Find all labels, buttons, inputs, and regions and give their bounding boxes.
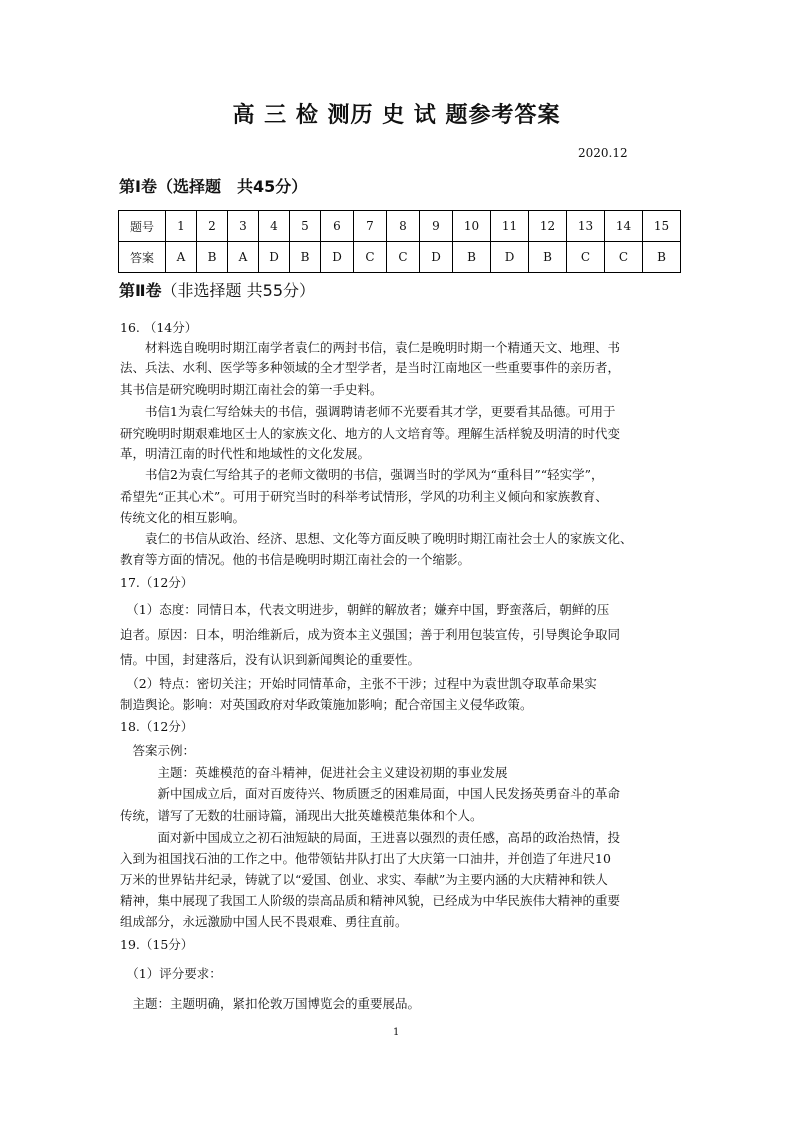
answer-cell: D: [491, 242, 529, 273]
text-line: 制造舆论。影响：对英国政府对华政策施加影响；配合帝国主义侵华政策。: [120, 697, 533, 712]
text-line: 19.（15分）: [120, 937, 194, 952]
question-number-cell: 11: [491, 211, 529, 242]
text-line: 18.（12分）: [120, 719, 194, 734]
text-line: 书信2为袁仁写给其子的老师文徵明的书信，强调当时的学风为“重科目”“轻实学”，: [120, 467, 604, 482]
question-number-cell: 10: [453, 211, 491, 242]
question-number-cell: 14: [605, 211, 643, 242]
text-line: 教育等方面的情况。他的书信是晚明时期江南社会的一个缩影。: [120, 552, 471, 567]
text-line: 迫者。原因：日本，明治维新后，成为资本主义强国；善于利用包装宣传，引导舆论争取同: [120, 627, 621, 642]
answer-cell: D: [321, 242, 354, 273]
text-line: 组成部分，永远激励中国人民不畏艰难、勇往直前。: [120, 914, 408, 929]
answer-table-number-row: [119, 211, 681, 242]
text-line: 法、兵法、水利、医学等多种领域的全才型学者，是当时江南地区一些重要事件的亲历者，: [120, 360, 621, 375]
text-line: 其书信是研究晚明时期江南社会的第一手史料。: [120, 382, 383, 397]
text-line: 希望先“正其心术”。可用于研究当时的科举考试情形，学风的功利主义倾向和家族教育、: [120, 489, 608, 504]
answer-cell: B: [529, 242, 567, 273]
question-number-cell: 6: [321, 211, 354, 242]
answer-cell: A: [228, 242, 259, 273]
page-number: 1: [393, 1027, 400, 1038]
text-line: 传统，谱写了无数的壮丽诗篇，涌现出大批英雄模范集体和个人。: [120, 808, 483, 823]
section2-heading: [119, 278, 315, 301]
text-line: 精神，集中展现了我国工人阶级的崇高品质和精神风貌，已经成为中华民族伟大精神的重要: [120, 893, 621, 908]
text-line: 材料选自晚明时期江南学者袁仁的两封书信，袁仁是晚明时期一个精通天文、地理、书: [120, 340, 621, 355]
text-line: 情。中国，封建落后，没有认识到新闻舆论的重要性。: [120, 652, 421, 667]
text-line: 主题：主题明确，紧扣伦敦万国博览会的重要展品。: [120, 996, 421, 1011]
text-line: （1）态度：同情日本，代表文明进步，朝鲜的解放者；嫌弃中国，野蛮落后，朝鲜的压: [120, 602, 610, 617]
question-number-cell: 7: [354, 211, 387, 242]
text-line: 万米的世界钻井纪录，铸就了以“爱国、创业、求实、奉献”为主要内涵的大庆精神和铁人: [120, 872, 608, 887]
date-label: 2020.12: [578, 146, 628, 160]
answer-cell: B: [290, 242, 321, 273]
answer-cell: D: [259, 242, 290, 273]
text-line: 传统文化的相互影响。: [120, 510, 246, 525]
answer-cell: A: [166, 242, 197, 273]
question-number-cell: 8: [387, 211, 420, 242]
text-line: 书信1为袁仁写给妹夫的书信，强调聘请老师不光要看其才学，更要看其品德。可用于: [120, 404, 616, 419]
question-number-cell: 9: [420, 211, 453, 242]
text-line: 研究晚明时期艰难地区士人的家族文化、地方的人文培育等。理解生活样貌及明清的时代变: [120, 426, 621, 441]
answer-cell: C: [387, 242, 420, 273]
question-number-cell: 12: [529, 211, 567, 242]
section2-heading-bold: 第Ⅱ卷: [119, 281, 162, 300]
question-number-cell: 1: [166, 211, 197, 242]
text-line: 新中国成立后，面对百废待兴、物质匮乏的困难局面，中国人民发扬英勇奋斗的革命: [120, 786, 621, 801]
text-line: 面对新中国成立之初石油短缺的局面，王进喜以强烈的责任感，高昂的政治热情，投: [120, 830, 621, 845]
question-number-cell: 3: [228, 211, 259, 242]
text-line: 17.（12分）: [120, 575, 194, 590]
question-number-cell: 5: [290, 211, 321, 242]
text-line: 16. （14分）: [120, 320, 198, 335]
text-line: 入到为祖国找石油的工作之中。他带领钻井队打出了大庆第一口油井，并创造了年进尺10: [120, 851, 611, 866]
table-header-cell: 题号: [119, 211, 166, 242]
question-number-cell: 4: [259, 211, 290, 242]
section2-heading-rest: （非选择题 共55分）: [161, 281, 315, 300]
answer-cell: C: [567, 242, 605, 273]
text-line: （1）评分要求：: [120, 966, 222, 981]
answer-cell: D: [420, 242, 453, 273]
question-number-cell: 15: [643, 211, 681, 242]
answer-cell: B: [643, 242, 681, 273]
text-line: 袁仁的书信从政治、经济、思想、文化等方面反映了晚明时期江南社会士人的家族文化、: [120, 531, 633, 546]
text-line: 革，明清江南的时代性和地域性的文化发展。: [120, 446, 371, 461]
question-number-cell: 2: [197, 211, 228, 242]
text-line: 答案示例：: [120, 743, 196, 758]
question-number-cell: 13: [567, 211, 605, 242]
page-title: 高 三 检 测历 史 试 题参考答案: [232, 103, 561, 128]
answer-cell: B: [197, 242, 228, 273]
section1-heading: 第Ⅰ卷（选择题 共45分）: [119, 177, 308, 196]
text-line: （2）特点：密切关注；开始时同情革命，主张不干涉；过程中为袁世凯夺取革命果实: [120, 676, 597, 691]
answer-table: [118, 210, 681, 273]
table-header-cell: 答案: [119, 242, 166, 273]
answer-cell: C: [354, 242, 387, 273]
answer-cell: B: [453, 242, 491, 273]
text-line: 主题：英雄模范的奋斗精神，促进社会主义建设初期的事业发展: [120, 765, 508, 780]
answer-cell: C: [605, 242, 643, 273]
answer-table-answer-row: [119, 242, 681, 273]
